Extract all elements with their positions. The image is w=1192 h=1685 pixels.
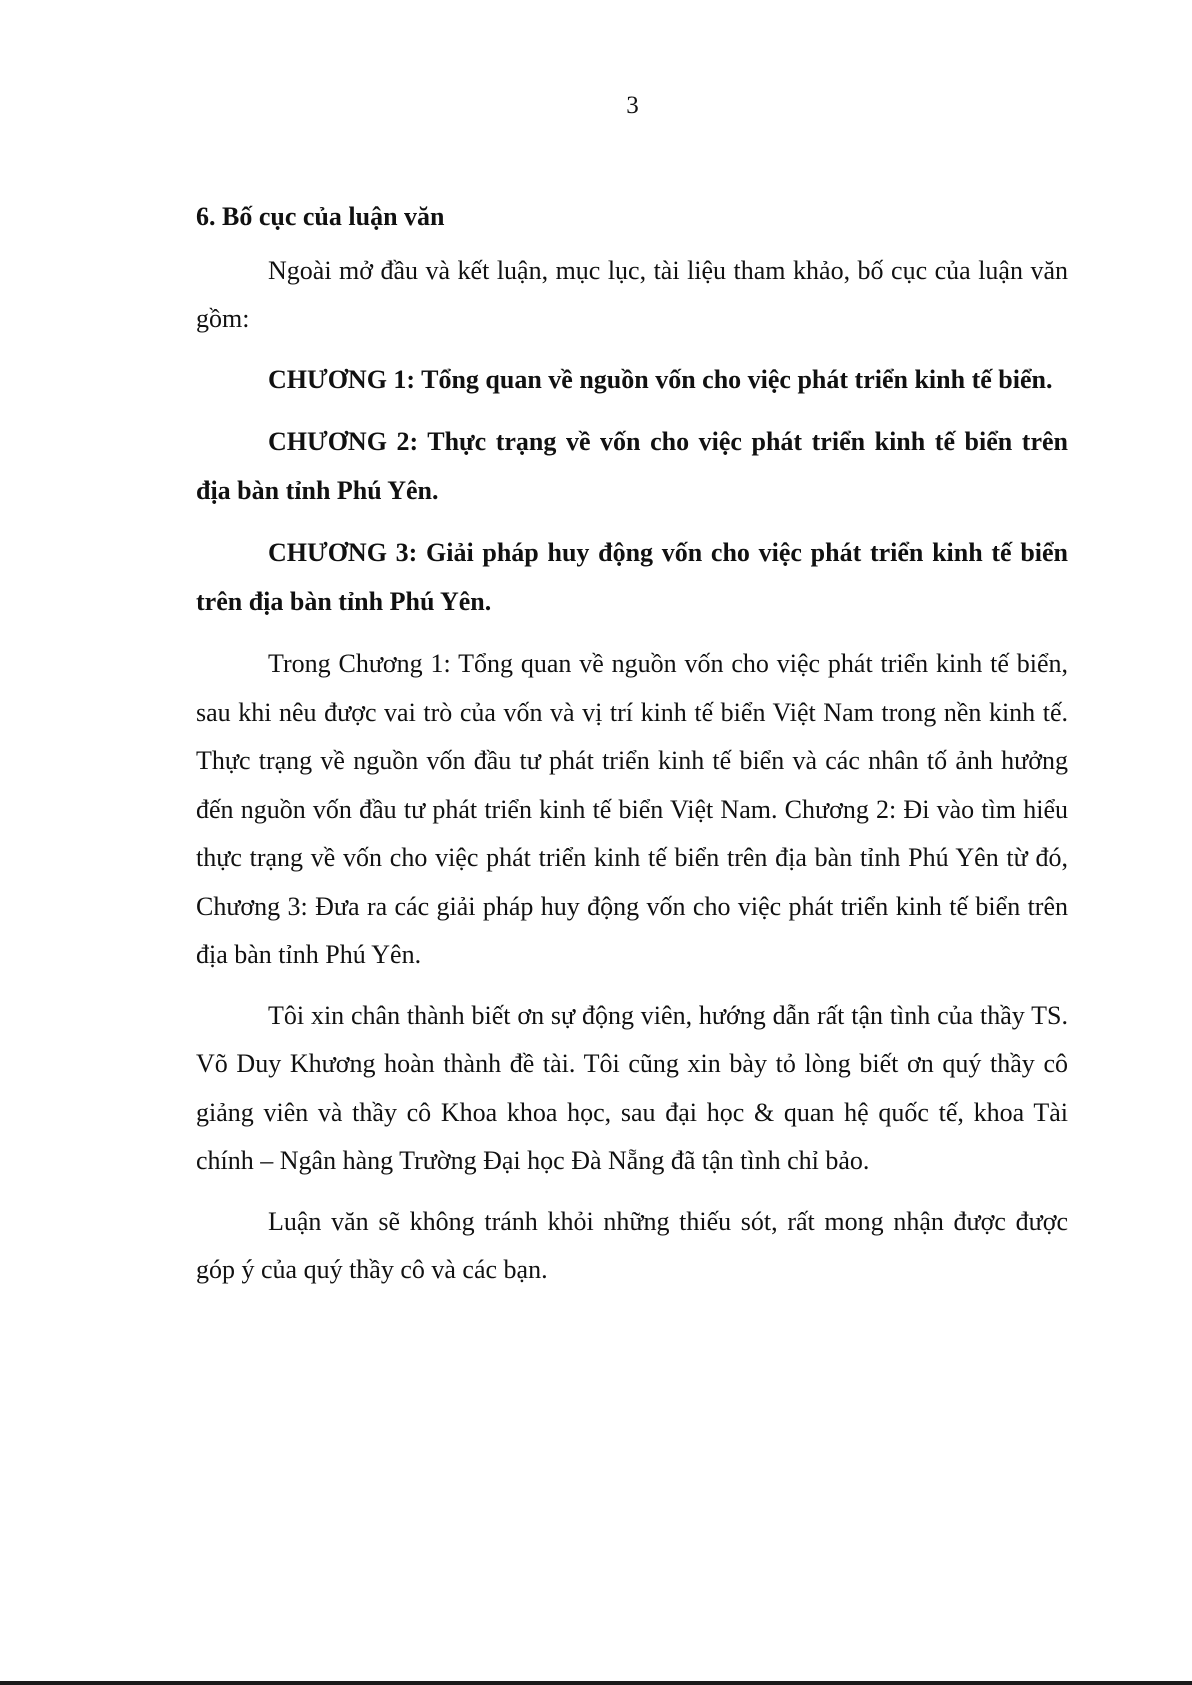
closing-paragraph: Luận văn sẽ không tránh khỏi những thiếu sót, rất mong nhận được được góp ý của quý thầy cô và các bạn.	[196, 1206, 1068, 1284]
bottom-divider	[0, 1681, 1192, 1685]
chapter-3-title: CHƯƠNG 3: Giải pháp huy động vốn cho việc phát triển kinh tế biển trên địa bàn tỉnh Phú Yên.	[196, 538, 1068, 616]
chapter-2-title: CHƯƠNG 2: Thực trạng về vốn cho việc phát triển kinh tế biển trên địa bàn tỉnh Phú Yên.	[196, 427, 1068, 505]
page-body	[196, 193, 1068, 1307]
intro-paragraph: Ngoài mở đầu và kết luận, mục lục, tài liệu tham khảo, bố cục của luận văn gồm:	[196, 255, 1068, 333]
page-number: 3	[626, 92, 639, 119]
acknowledgement-paragraph: Tôi xin chân thành biết ơn sự động viên, hướng dẫn rất tận tình của thầy TS. Võ Duy Khương hoàn thành đề tài. Tôi cũng xin bày tỏ lòng biết ơn quý thầy cô giảng viên và thầy cô Khoa khoa học, sau đại học & quan hệ quốc tế, khoa Tài chính – Ngân hàng Trường Đại học Đà Nẵng đã tận tình chỉ bảo.	[196, 1000, 1068, 1175]
section-heading: 6. Bố cục của luận văn	[196, 202, 445, 231]
summary-paragraph: Trong Chương 1: Tổng quan về nguồn vốn cho việc phát triển kinh tế biển, sau khi nêu được vai trò của vốn và vị trí kinh tế biển Việt Nam trong nền kinh tế. Thực trạng về nguồn vốn đầu tư phát triển kinh tế biển và các nhân tố ảnh hưởng đến nguồn vốn đầu tư phát triển kinh tế biển Việt Nam. Chương 2: Đi vào tìm hiểu thực trạng về vốn cho việc phát triển kinh tế biển trên địa bàn tỉnh Phú Yên từ đó, Chương 3: Đưa ra các giải pháp huy động vốn cho việc phát triển kinh tế biển trên địa bàn tỉnh Phú Yên.	[196, 649, 1068, 969]
chapter-1-title: CHƯƠNG 1: Tổng quan về nguồn vốn cho việc phát triển kinh tế biển.	[268, 364, 1053, 394]
